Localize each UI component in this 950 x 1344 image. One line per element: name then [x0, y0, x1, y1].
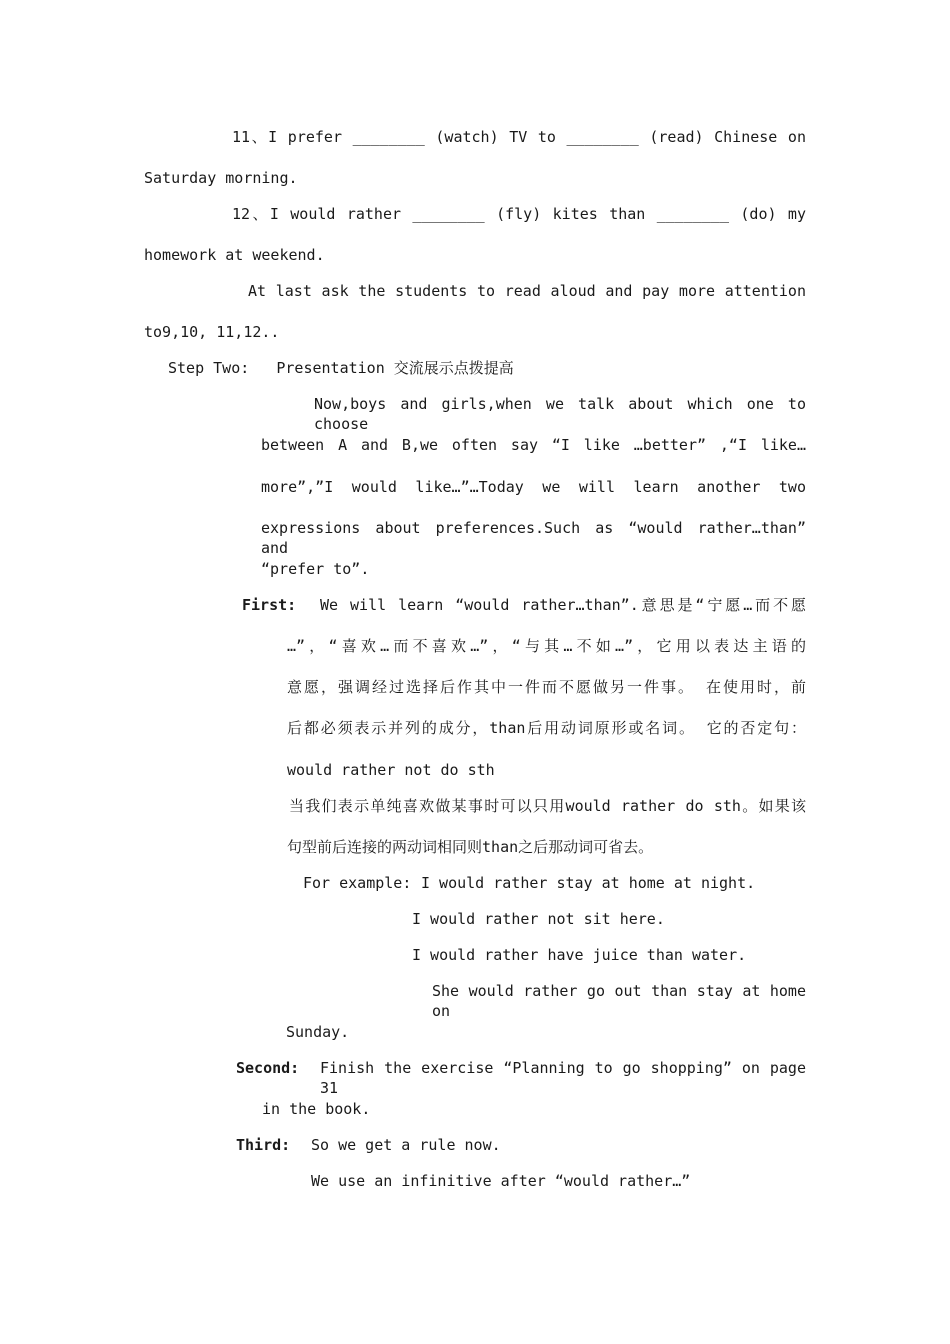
instruction-line-1: At last ask the students to read aloud and pay more attention [248, 282, 806, 300]
first-line: …”，“喜欢…而不喜欢…”，“与其…不如…”，它用以表达主语的 [287, 637, 806, 655]
instruction-line-2: to9,10, 11,12.. [144, 323, 280, 341]
third-line-1: So we get a rule now. [311, 1136, 501, 1154]
second-line-2: in the book. [262, 1100, 371, 1118]
example-sentence: Sunday. [286, 1023, 350, 1041]
third-line-2: We use an infinitive after “would rather…” [311, 1172, 691, 1190]
example-label: For example: [303, 874, 412, 892]
example-sentence: I would rather stay at home at night. [421, 874, 756, 892]
intro-line: expressions about preferences.Such as “would rather…than” and [261, 519, 806, 557]
intro-line: “prefer to”. [261, 560, 370, 578]
example-sentence: She would rather go out than stay at home on [432, 982, 806, 1020]
first-line: We will learn “would rather…than”.意思是“宁愿…而不愿 [320, 596, 806, 614]
first-label: First: [242, 596, 297, 614]
exercise-12-line-1: 12、I would rather ________ (fly) kites than ________ (do) my [232, 205, 806, 223]
intro-line: more”,”I would like…”…Today we will learn another two [261, 478, 806, 496]
example-sentence: I would rather have juice than water. [412, 946, 747, 964]
example-sentence: I would rather not sit here. [412, 910, 665, 928]
exercise-11-line-1: 11、I prefer ________ (watch) TV to ________ (read) Chinese on [232, 128, 806, 146]
second-label: Second: [236, 1059, 300, 1077]
intro-line: Now,boys and girls,when we talk about which one to choose [314, 395, 806, 433]
exercise-12-line-2: homework at weekend. [144, 246, 325, 264]
first-line: 句型前后连接的两动词相同则than之后那动词可省去。 [287, 838, 654, 856]
second-line-1: Finish the exercise “Planning to go shopping” on page 31 [320, 1059, 806, 1097]
exercise-11-line-2: Saturday morning. [144, 169, 298, 187]
first-line: 意愿，强调经过选择后作其中一件而不愿做另一件事。 在使用时，前 [287, 678, 806, 696]
first-line: would rather not do sth [287, 761, 495, 779]
step-two-heading: Step Two: Presentation 交流展示点拨提高 [168, 359, 514, 377]
first-line: 当我们表示单纯喜欢做某事时可以只用would rather do sth。如果该 [289, 797, 806, 815]
third-label: Third: [236, 1136, 291, 1154]
intro-line: between A and B,we often say “I like …better” ,“I like… [261, 436, 806, 454]
first-line: 后都必须表示并列的成分，than后用动词原形或名词。 它的否定句： [287, 719, 806, 737]
